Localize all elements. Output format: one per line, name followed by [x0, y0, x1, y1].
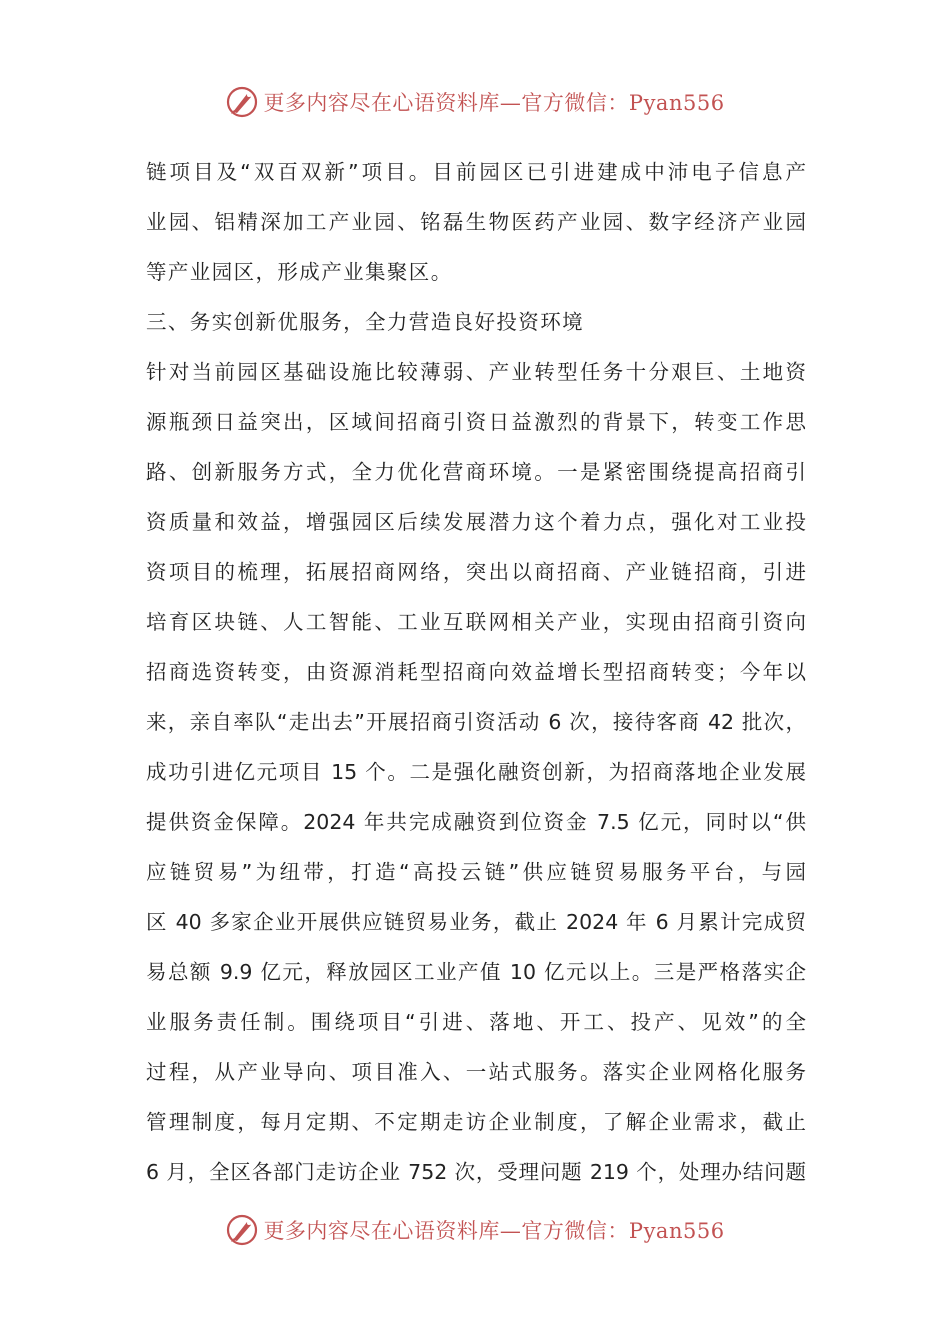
text-line: 易总额 9.9 亿元，释放园区工业产值 10 亿元以上。三是严格落实企 — [146, 960, 806, 984]
pen-nib-circle-logo-icon — [225, 1213, 259, 1247]
text-line: 业园、铝精深加工产业园、铭磊生物医药产业园、数字经济产业园 — [146, 210, 806, 234]
text-line: 6 月，全区各部门走访企业 752 次，受理问题 219 个，处理办结问题 — [146, 1160, 806, 1184]
text-line: 路、创新服务方式，全力优化营商环境。一是紧密围绕提高招商引 — [146, 460, 806, 484]
text-line: 提供资金保障。2024 年共完成融资到位资金 7.5 亿元，同时以“供 — [146, 810, 806, 834]
text-line: 培育区块链、人工智能、工业互联网相关产业，实现由招商引资向 — [146, 610, 806, 634]
text-line: 源瓶颈日益突出，区域间招商引资日益激烈的背景下，转变工作思 — [146, 410, 806, 434]
footer-watermark-banner — [0, 1210, 950, 1250]
text-line: 资质量和效益，增强园区后续发展潜力这个着力点，强化对工业投 — [146, 510, 806, 534]
text-line: 管理制度，每月定期、不定期走访企业制度，了解企业需求，截止 — [146, 1110, 806, 1134]
header-watermark-banner — [0, 82, 950, 122]
text-line: 链项目及“双百双新”项目。目前园区已引进建成中沛电子信息产 — [146, 160, 806, 184]
text-line: 业服务责任制。围绕项目“引进、落地、开工、投产、见效”的全 — [146, 1010, 806, 1034]
section-heading: 三、务实创新优服务，全力营造良好投资环境 — [146, 310, 584, 334]
text-line: 区 40 多家企业开展供应链贸易业务，截止 2024 年 6 月累计完成贸 — [146, 910, 806, 934]
watermark-text: 更多内容尽在心语资料库—官方微信：Pyan556 — [263, 1219, 725, 1243]
watermark-text: 更多内容尽在心语资料库—官方微信：Pyan556 — [263, 91, 725, 115]
text-line: 资项目的梳理，拓展招商网络，突出以商招商、产业链招商，引进 — [146, 560, 806, 584]
text-line: 等产业园区，形成产业集聚区。 — [146, 260, 453, 284]
text-line: 过程，从产业导向、项目准入、一站式服务。落实企业网格化服务 — [146, 1060, 806, 1084]
text-line: 招商选资转变，由资源消耗型招商向效益增长型招商转变；今年以 — [146, 660, 806, 684]
text-line: 来，亲自率队“走出去”开展招商引资活动 6 次，接待客商 42 批次， — [146, 710, 806, 734]
text-line: 针对当前园区基础设施比较薄弱、产业转型任务十分艰巨、土地资 — [146, 360, 806, 384]
text-line: 成功引进亿元项目 15 个。二是强化融资创新，为招商落地企业发展 — [146, 760, 806, 784]
document-body — [146, 147, 806, 1197]
pen-nib-circle-logo-icon — [225, 85, 259, 119]
text-line: 应链贸易”为纽带，打造“高投云链”供应链贸易服务平台，与园 — [146, 860, 806, 884]
